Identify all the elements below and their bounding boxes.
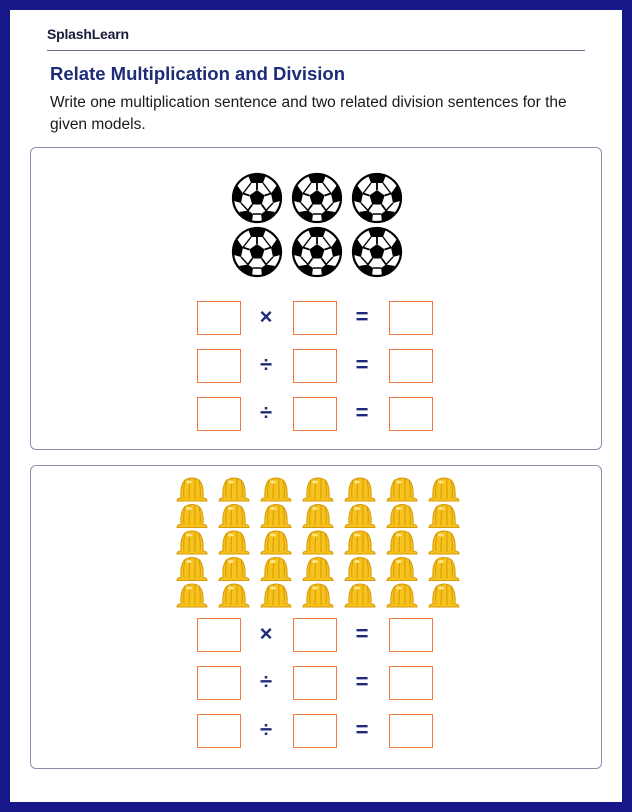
multiplication-sentence	[197, 618, 437, 652]
jelly-pudding-icon	[387, 531, 417, 554]
divide-sign: ÷	[259, 717, 273, 742]
jelly-pudding-icon	[345, 478, 375, 501]
jelly-pudding-icon	[429, 478, 459, 501]
jelly-pudding-icon	[219, 584, 249, 607]
equals-sign: =	[355, 717, 369, 742]
jelly-pudding-icon	[177, 478, 207, 501]
jelly-pudding-icon	[345, 584, 375, 607]
jelly-pudding-icon	[177, 505, 207, 528]
brand-logo: SplashLearn	[47, 26, 129, 42]
jelly-pudding-icon	[303, 531, 333, 554]
equals-sign: =	[355, 621, 369, 646]
times-sign: ×	[259, 304, 273, 329]
divide-sign: ÷	[259, 669, 273, 694]
answer-box[interactable]	[293, 666, 337, 700]
header-divider	[47, 50, 585, 51]
soccer-ball-icon	[353, 174, 401, 223]
answer-box[interactable]	[389, 397, 433, 431]
jelly-pudding-icon	[261, 558, 291, 581]
answer-box[interactable]	[293, 301, 337, 335]
answer-box[interactable]	[389, 714, 433, 748]
jelly-pudding-icon	[429, 531, 459, 554]
jelly-pudding-icon	[387, 478, 417, 501]
jelly-pudding-model	[175, 475, 461, 611]
answer-box[interactable]	[197, 301, 241, 335]
jelly-pudding-icon	[261, 505, 291, 528]
jelly-pudding-icon	[177, 584, 207, 607]
answer-box[interactable]	[293, 349, 337, 383]
answer-box[interactable]	[197, 397, 241, 431]
answer-box[interactable]	[389, 349, 433, 383]
jelly-pudding-icon	[177, 531, 207, 554]
worksheet-page	[10, 10, 622, 802]
soccer-ball-model	[229, 170, 405, 278]
divide-sign: ÷	[259, 400, 273, 425]
division-sentence-1	[197, 666, 437, 700]
problem-panel-2	[30, 465, 602, 769]
worksheet-instructions: Write one multiplication sentence and two related division sentences for the given models.	[50, 94, 567, 133]
worksheet-title: Relate Multiplication and Division	[50, 63, 346, 84]
division-sentence-2	[197, 714, 437, 748]
jelly-pudding-icon	[387, 558, 417, 581]
division-sentence-2	[197, 397, 437, 431]
soccer-ball-icon	[293, 228, 341, 277]
jelly-pudding-icon	[177, 558, 207, 581]
times-sign: ×	[259, 621, 273, 646]
equals-sign: =	[355, 669, 369, 694]
soccer-ball-icon	[233, 174, 281, 223]
problem-panel-1	[30, 147, 602, 450]
equals-sign: =	[355, 352, 369, 377]
answer-box[interactable]	[293, 397, 337, 431]
jelly-pudding-icon	[429, 505, 459, 528]
jelly-pudding-icon	[387, 584, 417, 607]
division-sentence-1	[197, 349, 437, 383]
jelly-pudding-icon	[261, 584, 291, 607]
equals-sign: =	[355, 400, 369, 425]
answer-box[interactable]	[389, 618, 433, 652]
jelly-pudding-icon	[345, 558, 375, 581]
jelly-pudding-icon	[219, 531, 249, 554]
jelly-pudding-icon	[219, 558, 249, 581]
jelly-pudding-icon	[303, 505, 333, 528]
jelly-pudding-icon	[219, 478, 249, 501]
jelly-pudding-icon	[261, 478, 291, 501]
multiplication-sentence	[197, 301, 437, 335]
jelly-pudding-icon	[303, 558, 333, 581]
divide-sign: ÷	[259, 352, 273, 377]
answer-box[interactable]	[197, 666, 241, 700]
answer-box[interactable]	[197, 349, 241, 383]
jelly-pudding-icon	[303, 478, 333, 501]
jelly-pudding-icon	[429, 584, 459, 607]
answer-box[interactable]	[389, 666, 433, 700]
jelly-pudding-icon	[303, 584, 333, 607]
jelly-pudding-icon	[429, 558, 459, 581]
answer-box[interactable]	[389, 301, 433, 335]
soccer-ball-icon	[293, 174, 341, 223]
answer-box[interactable]	[197, 618, 241, 652]
jelly-pudding-icon	[387, 505, 417, 528]
answer-box[interactable]	[197, 714, 241, 748]
answer-box[interactable]	[293, 714, 337, 748]
jelly-pudding-icon	[345, 505, 375, 528]
jelly-pudding-icon	[219, 505, 249, 528]
answer-box[interactable]	[293, 618, 337, 652]
soccer-ball-icon	[233, 228, 281, 277]
jelly-pudding-icon	[261, 531, 291, 554]
equals-sign: =	[355, 304, 369, 329]
jelly-pudding-icon	[345, 531, 375, 554]
soccer-ball-icon	[353, 228, 401, 277]
